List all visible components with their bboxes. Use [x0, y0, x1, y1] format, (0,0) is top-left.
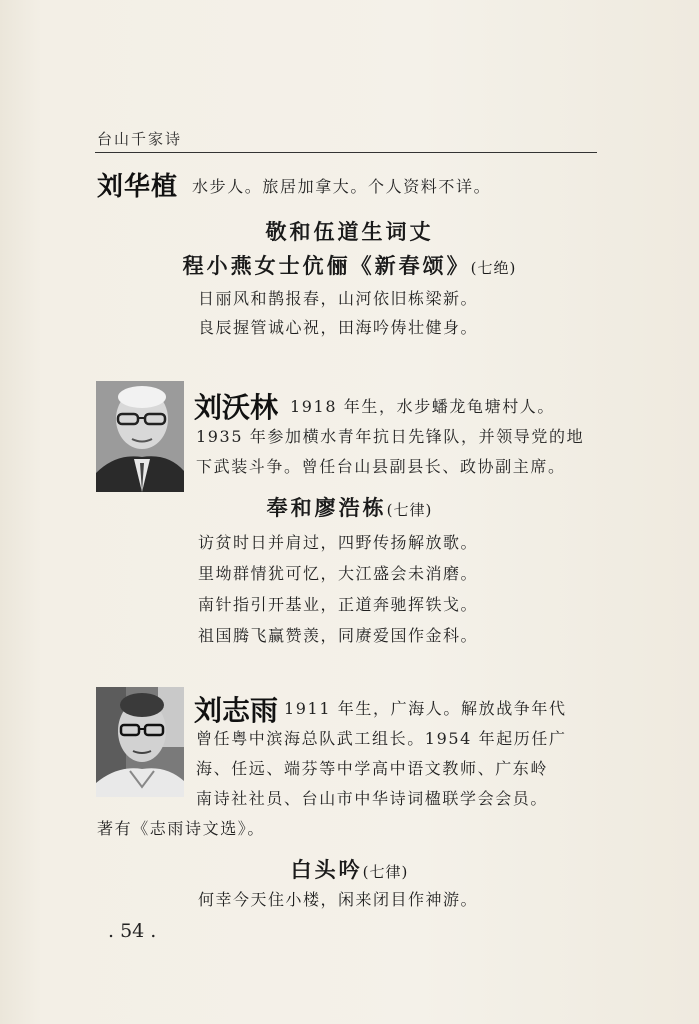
- poem-title-text: 程小燕女士伉俪《新春颂》: [182, 254, 471, 278]
- author-name: 刘华植: [97, 172, 179, 202]
- author-name: 刘志雨: [194, 694, 279, 727]
- header-rule: [95, 152, 597, 153]
- author-bio: 1911 年生，广海人。解放战争年代: [284, 699, 567, 718]
- author-name: 刘沃林: [194, 391, 279, 424]
- author-bio: 1935 年参加横水青年抗日先锋队，并领导党的地: [196, 427, 585, 446]
- author-portrait: [96, 687, 184, 797]
- poem-title-line: [0, 492, 699, 522]
- author-bio: 水步人。旅居加拿大。个人资料不详。: [192, 177, 492, 196]
- poem-line: 良辰握管诚心祝，田海吟俦壮健身。: [198, 318, 479, 337]
- poem-form: (七律): [386, 501, 433, 519]
- poem-line: 访贫时日并肩过，四野传扬解放歌。: [198, 533, 479, 552]
- poem-title: 敬和伍道生词丈: [265, 220, 434, 244]
- author-bio: 下武装斗争。曾任台山县副县长、政协副主席。: [196, 457, 566, 476]
- author-bio: 海、任远、端芬等中学高中语文教师、广东岭: [196, 759, 549, 778]
- author-bio: 南诗社社员、台山市中华诗词楹联学会会员。: [196, 789, 549, 808]
- author-bio: 曾任粤中滨海总队武工组长。1954 年起历任广: [196, 729, 567, 748]
- poem-line: 日丽风和鹊报春，山河依旧栋梁新。: [198, 289, 479, 308]
- poem-title-line: [0, 854, 699, 884]
- author-portrait: [96, 381, 184, 492]
- poem-line: 祖国腾飞赢赞羡，同赓爱国作金科。: [198, 626, 479, 645]
- poem-title-text: 奉和廖浩栋: [266, 496, 387, 520]
- portrait-image: [96, 381, 184, 492]
- poem-form: (七绝): [470, 259, 517, 277]
- page-number: . 54 .: [108, 920, 157, 942]
- poem-title-text: 白头吟: [290, 858, 363, 882]
- poem-line: 南针指引开基业，正道奔驰挥铁戈。: [198, 595, 479, 614]
- running-head: 台山千家诗: [97, 130, 183, 148]
- poem-line: 里坳群情犹可忆，大江盛会未消磨。: [198, 564, 479, 583]
- poem-title-line2: [0, 250, 699, 280]
- author-bio: 1918 年生，水步蟠龙龟塘村人。: [290, 397, 556, 416]
- poem-line: 何幸今天住小楼，闲来闭目作神游。: [198, 890, 479, 909]
- poem-form: (七律): [362, 863, 409, 881]
- author-bio: 著有《志雨诗文选》。: [97, 819, 266, 838]
- portrait-image: [96, 687, 184, 797]
